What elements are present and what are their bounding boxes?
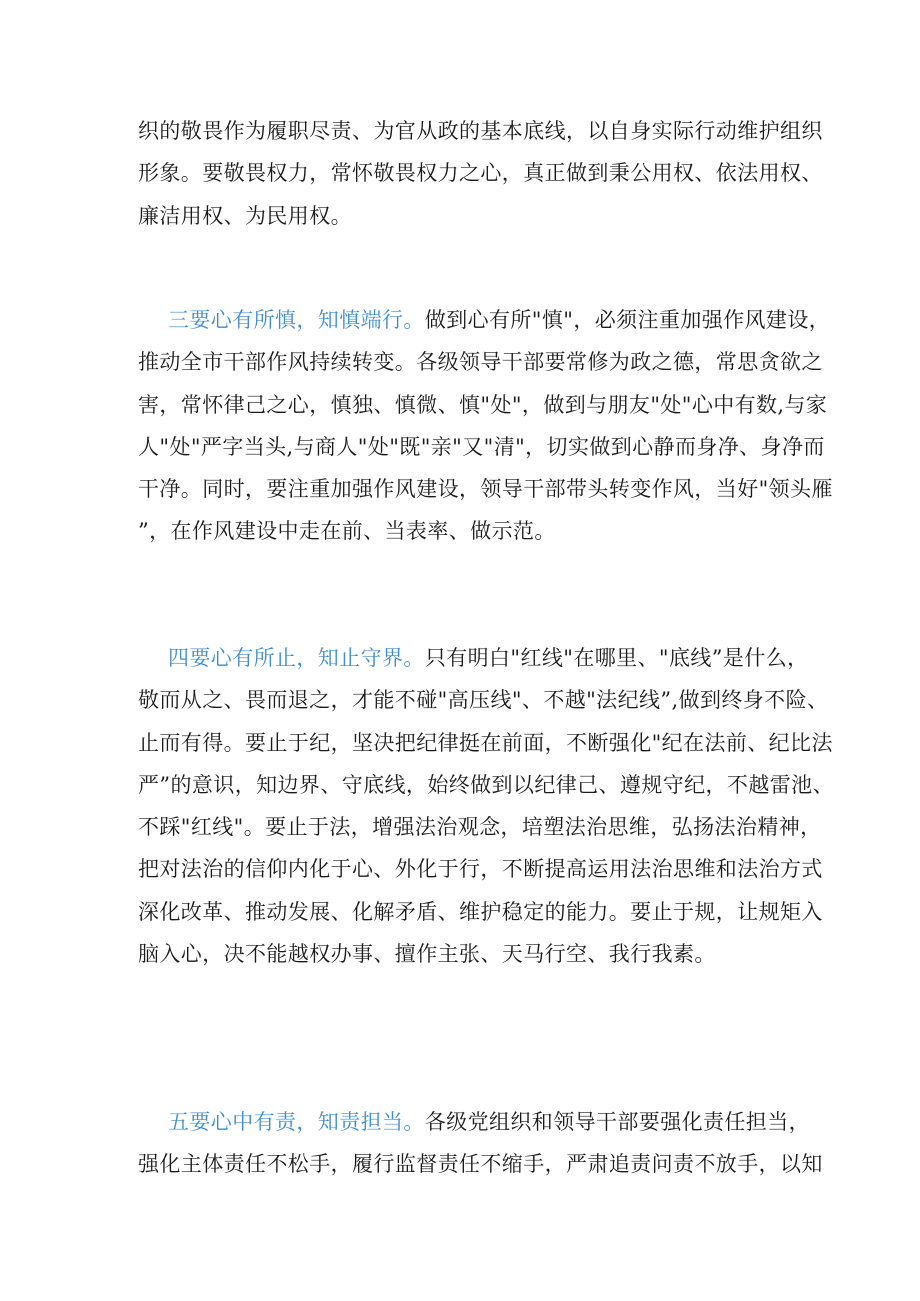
paragraph-4: [138, 1101, 823, 1186]
text-line: ”，在作风建设中走在前、当表率、做示范。: [138, 519, 556, 544]
text-line: 织的敬畏作为履职尽责、为官从政的基本底线，以自身实际行动维护组织: [138, 119, 823, 143]
text-line: 严”的意识，知边界、守底线，始终做到以纪律己、遵规守纪，不越雷池、: [138, 772, 834, 797]
paragraph-1: [138, 110, 823, 237]
text-line: 形象。要敬畏权力，常怀敬畏权力之心，真正做到秉公用权、依法用权、: [138, 161, 823, 186]
text-line: 敬而从之、畏而退之，才能不碰"高压线"、不越"法纪线”,做到终身不险、: [138, 688, 829, 713]
text-line: [138, 637, 809, 679]
text-span: 只有明白"红线"在哪里、"底线”是什么，: [424, 646, 809, 670]
text-line: 把对法治的信仰内化于心、外化于行，不断提高运用法治思维和法治方式: [138, 857, 823, 882]
text-line: 廉洁用权、为民用权。: [138, 203, 352, 228]
text-line: 干净。同时，要注重加强作风建设，领导干部带头转变作风，当好"领头雁: [138, 477, 833, 502]
text-line: 强化主体责任不松手，履行监督责任不缩手，严肃追责问责不放手，以知: [138, 1152, 823, 1177]
paragraph-lead-heading: 五要心中有责，知责担当。: [168, 1110, 425, 1134]
paragraph-lead-heading: 四要心有所止，知止守界。: [168, 646, 425, 670]
text-line: 人"处"严字当头,与商人"处"既"亲"又"清"，切实做到心静而身净、身净而: [138, 434, 825, 459]
text-line: [138, 299, 831, 341]
text-line: [138, 1101, 811, 1143]
paragraph-lead-heading: 三要心有所慎，知慎端行。: [168, 308, 425, 332]
text-line: 害，常怀律己之心，慎独、慎微、慎"处"，做到与朋友"处"心中有数,与家: [138, 392, 828, 417]
paragraph-3: [138, 637, 834, 975]
paragraph-2: [138, 299, 833, 553]
text-line: 不踩"红线"。要止于法，增强法治观念，培塑法治思维，弘扬法治精神，: [138, 815, 822, 840]
text-span: 各级党组织和领导干部要强化责任担当，: [424, 1110, 811, 1134]
text-line: 脑入心，决不能越权办事、擅作主张、天马行空、我行我素。: [138, 942, 716, 967]
text-line: 推动全市干部作风持续转变。各级领导干部要常修为政之德，常思贪欲之: [138, 350, 823, 375]
text-span: 做到心有所"慎"，必须注重加强作风建设，: [424, 308, 831, 332]
text-line: 深化改革、推动发展、化解矛盾、维护稳定的能力。要止于规，让规矩入: [138, 899, 823, 924]
text-line: 止而有得。要止于纪，坚决把纪律挺在前面，不断强化"纪在法前、纪比法: [138, 730, 833, 755]
